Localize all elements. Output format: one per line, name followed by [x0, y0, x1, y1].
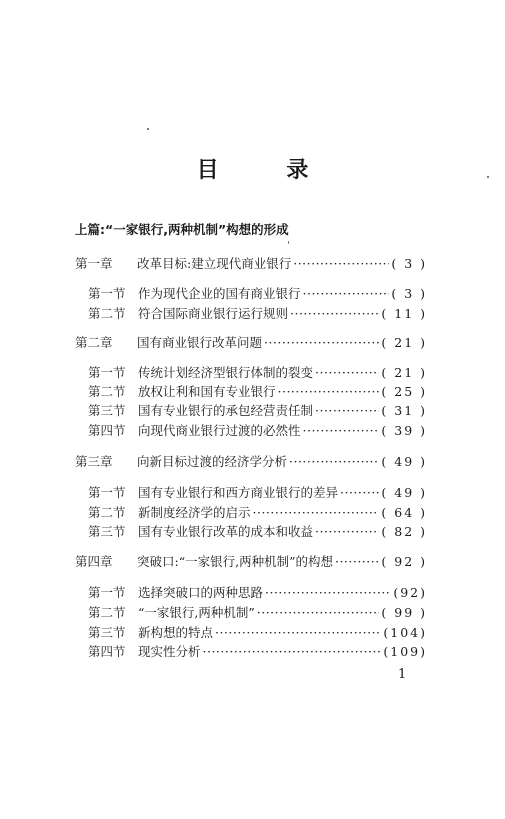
entry-page: ( 21 ) [381, 365, 427, 380]
entry-number: 第三节 [88, 625, 126, 640]
toc-entry-ch3[interactable] [75, 452, 427, 470]
entry-number: 第二节 [88, 505, 126, 520]
entry-number: 第四节 [88, 644, 126, 659]
entry-title: 国有专业银行的承包经营责任制 [138, 403, 314, 418]
leader-dots [315, 524, 379, 539]
leader-dots [340, 485, 379, 500]
page-title: 目 录 [196, 158, 339, 183]
entry-number: 第一节 [88, 585, 126, 600]
entry-number: 第三章 [75, 454, 113, 469]
entry-number: 第四章 [75, 554, 113, 569]
leader-dots [315, 403, 379, 418]
entry-page: ( 3 ) [391, 256, 427, 271]
scan-speck [288, 241, 289, 244]
entry-title: 作为现代企业的国有商业银行 [138, 286, 301, 301]
toc-entry-ch4-s1[interactable] [88, 583, 427, 601]
entry-title: 现实性分析 [138, 644, 201, 659]
toc-entry-ch4-s4[interactable] [88, 642, 427, 660]
leader-dots [203, 644, 382, 659]
toc-entry-ch2[interactable] [75, 333, 427, 351]
leader-dots [253, 505, 380, 520]
scan-speck [147, 128, 149, 130]
toc-entry-ch4-s3[interactable] [88, 623, 427, 641]
toc-entry-ch1-s2[interactable] [88, 304, 427, 322]
entry-page: ( 25 ) [381, 384, 427, 399]
leader-dots [278, 384, 380, 399]
leader-dots [315, 365, 379, 380]
toc-entry-ch3-s3[interactable] [88, 522, 427, 540]
entry-page: ( 21 ) [381, 335, 427, 350]
toc-entry-ch2-s2[interactable] [88, 382, 427, 400]
entry-page: ( 11 ) [381, 306, 427, 321]
entry-title: 新构想的特点 [138, 625, 214, 640]
toc-entry-ch4[interactable] [75, 552, 427, 570]
entry-number: 第二节 [88, 605, 126, 620]
entry-number: 第四节 [88, 423, 126, 438]
toc-entry-ch2-s3[interactable] [88, 401, 427, 419]
entry-page: ( 82 ) [381, 524, 427, 539]
leader-dots [335, 554, 379, 569]
leader-dots [264, 335, 379, 350]
entry-number: 第二节 [88, 384, 126, 399]
page-number: 1 [398, 667, 407, 682]
entry-page: (104) [383, 625, 427, 640]
part-heading: 上篇:“一家银行,两种机制”构想的形成 [75, 222, 289, 237]
entry-number: 第三节 [88, 524, 126, 539]
entry-title: 传统计划经济型银行体制的裂变 [138, 365, 314, 380]
leader-dots [215, 625, 381, 640]
leader-dots [265, 585, 391, 600]
entry-number: 第二章 [75, 335, 113, 350]
entry-title: 向新目标过渡的经济学分析 [137, 454, 288, 469]
entry-page: ( 64 ) [381, 505, 427, 520]
entry-page: ( 49 ) [381, 454, 427, 469]
entry-page: ( 49 ) [381, 485, 427, 500]
toc-entry-ch1-s1[interactable] [88, 284, 427, 302]
entry-title: 国有商业银行改革问题 [137, 335, 263, 350]
leader-dots [289, 454, 379, 469]
entry-title: 向现代商业银行过渡的必然性 [138, 423, 301, 438]
entry-title: “一家银行,两种机制” [138, 605, 255, 620]
entry-page: ( 3 ) [391, 286, 427, 301]
entry-number: 第三节 [88, 403, 126, 418]
entry-number: 第一节 [88, 365, 126, 380]
scan-speck [487, 176, 489, 178]
entry-title: 放权让利和国有专业银行 [138, 384, 276, 399]
toc-entry-ch2-s4[interactable] [88, 421, 427, 439]
leader-dots [303, 286, 390, 301]
entry-title: 国有专业银行和西方商业银行的差异 [138, 485, 339, 500]
leader-dots [303, 423, 380, 438]
toc-entry-ch1[interactable] [75, 254, 427, 272]
entry-title: 国有专业银行改革的成本和收益 [138, 524, 314, 539]
entry-title: 新制度经济学的启示 [138, 505, 251, 520]
toc-entry-ch2-s1[interactable] [88, 363, 427, 381]
entry-number: 第一章 [75, 256, 113, 271]
toc-entry-ch3-s1[interactable] [88, 483, 427, 501]
toc-entry-ch3-s2[interactable] [88, 503, 427, 521]
entry-page: (109) [383, 644, 427, 659]
entry-page: ( 31 ) [381, 403, 427, 418]
entry-title: 选择突破口的两种思路 [138, 585, 264, 600]
entry-number: 第二节 [88, 306, 126, 321]
entry-title: 突破口:“一家银行,两种机制”的构想 [137, 554, 333, 569]
entry-number: 第一节 [88, 485, 126, 500]
entry-title: 改革目标:建立现代商业银行 [137, 256, 292, 271]
leader-dots [257, 605, 380, 620]
entry-page: ( 99 ) [381, 605, 427, 620]
entry-page: (92) [393, 585, 427, 600]
leader-dots [290, 306, 379, 321]
entry-number: 第一节 [88, 286, 126, 301]
toc-entry-ch4-s2[interactable] [88, 603, 427, 621]
leader-dots [293, 256, 389, 271]
entry-page: ( 39 ) [381, 423, 427, 438]
entry-page: ( 92 ) [381, 554, 427, 569]
entry-title: 符合国际商业银行运行规则 [138, 306, 289, 321]
